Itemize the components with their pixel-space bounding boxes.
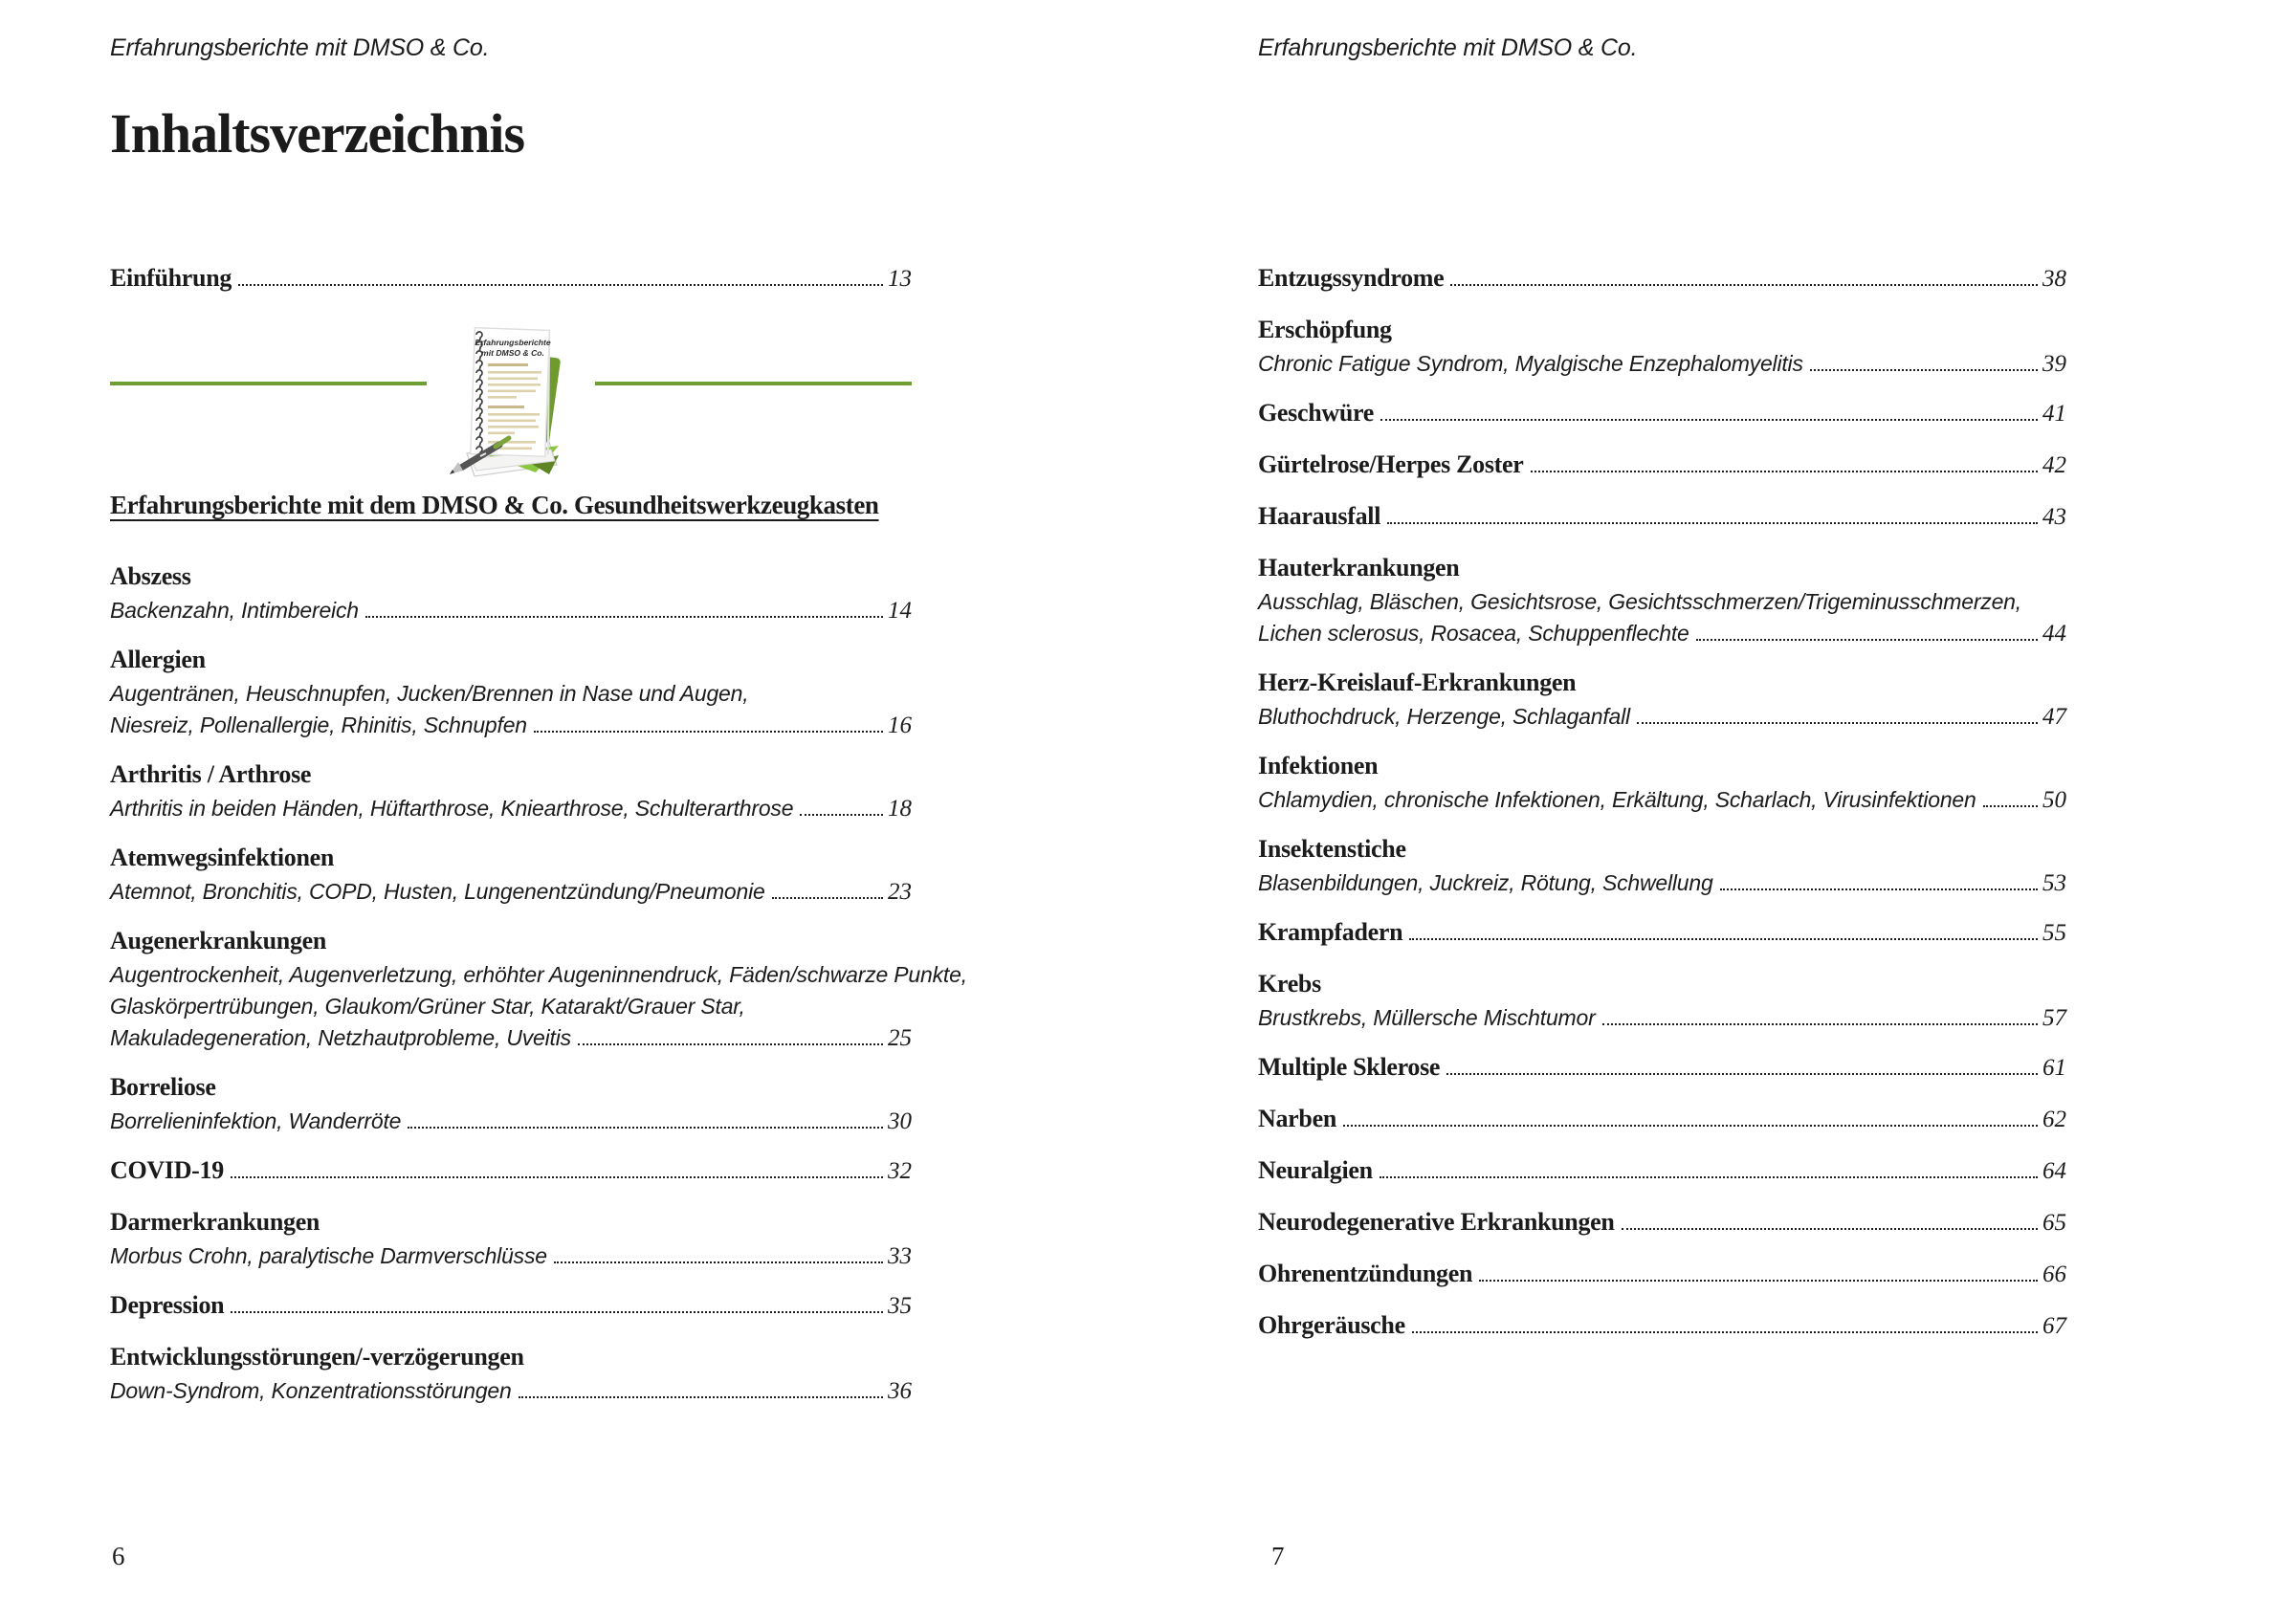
toc-entry-title: Abszess <box>110 562 191 590</box>
toc-entry-description: Lichen sclerosus, Rosacea, Schuppenflechte <box>1258 621 1689 646</box>
toc-dotted-row <box>1258 867 2066 899</box>
toc-dotted-row <box>1258 498 2066 535</box>
toc-entry-page-number: 39 <box>2042 351 2066 377</box>
toc-dotted-row <box>110 1287 912 1324</box>
toc-entry-title: Hauterkrankungen <box>1258 554 1460 581</box>
toc-dotted-row <box>110 595 912 626</box>
toc-entry-page-number: 65 <box>2042 1210 2066 1236</box>
toc-entry-page-number: 41 <box>2042 401 2066 427</box>
toc-entry <box>110 642 912 741</box>
toc-entry-title: Narben <box>1258 1105 1336 1132</box>
toc-entry-title: Borreliose <box>110 1073 216 1101</box>
dotted-leader <box>578 1043 883 1045</box>
toc-dotted-row <box>1258 1256 2066 1292</box>
toc-entry <box>1258 550 2066 649</box>
toc-entry <box>110 1069 912 1137</box>
toc-entry-title: Krampfadern <box>1258 918 1403 946</box>
toc-dotted-row <box>1258 1307 2066 1344</box>
toc-entry-description: Chlamydien, chronische Infektionen, Erkältung, Scharlach, Virusinfektionen <box>1258 787 1976 812</box>
dotted-leader <box>1531 471 2038 472</box>
toc-dotted-row <box>1258 1204 2066 1240</box>
dotted-leader <box>772 897 883 899</box>
page-number-left: 6 <box>112 1542 125 1570</box>
toc-entry-title: Depression <box>110 1291 225 1319</box>
page-title: Inhaltsverzeichnis <box>110 102 525 164</box>
toc-entry-page-number: 53 <box>2042 870 2066 896</box>
toc-entry-page-number: 44 <box>2042 621 2066 647</box>
dotted-leader <box>1343 1125 2038 1127</box>
toc-entry-page-number: 43 <box>2042 504 2066 530</box>
toc-dotted-row <box>1258 1049 2066 1086</box>
dotted-leader <box>365 616 883 618</box>
toc-entry-description: Blasenbildungen, Juckreiz, Rötung, Schwellung <box>1258 870 1713 895</box>
toc-entry <box>1258 1152 2066 1189</box>
dotted-leader <box>534 731 883 733</box>
toc-entry-page-number: 33 <box>888 1243 912 1269</box>
toc-entry-title: Haarausfall <box>1258 502 1381 530</box>
toc-entry <box>110 260 912 296</box>
toc-entry <box>110 1204 912 1272</box>
toc-entry-description: Backenzahn, Intimbereich <box>110 598 359 623</box>
right-page <box>1258 0 2066 1623</box>
toc-dotted-row <box>110 1106 912 1137</box>
toc-entry <box>110 1152 912 1189</box>
toc-entry-page-number: 16 <box>888 713 912 738</box>
divider-line-left <box>110 382 427 385</box>
toc-entry-page-number: 50 <box>2042 787 2066 813</box>
toc-entry-title: Allergien <box>110 646 206 673</box>
dotted-leader <box>238 284 883 286</box>
toc-dotted-row <box>110 260 912 296</box>
toc-entry-page-number: 42 <box>2042 452 2066 478</box>
toc-entry <box>110 840 912 908</box>
intro-entry-container <box>110 260 912 296</box>
toc-entry-title: Ohrenentzündungen <box>1258 1260 1473 1287</box>
dotted-leader <box>408 1127 883 1129</box>
toc-entry <box>1258 1101 2066 1137</box>
toc-entry-title: Neurodegenerative Erkrankungen <box>1258 1208 1615 1236</box>
toc-dotted-row <box>110 793 912 824</box>
toc-dotted-row <box>1258 1152 2066 1189</box>
page-number-right: 7 <box>1271 1542 1285 1570</box>
toc-entry-title: Erschöpfung <box>1258 316 1392 343</box>
toc-entry-title: Atemwegsinfektionen <box>110 844 335 871</box>
toc-entry-title: Infektionen <box>1258 752 1379 779</box>
toc-dotted-row <box>110 1022 912 1054</box>
dotted-leader <box>1409 938 2038 940</box>
dotted-leader <box>519 1396 883 1398</box>
toc-entry <box>1258 1049 2066 1086</box>
running-header-right: Erfahrungsberichte mit DMSO & Co. <box>1258 34 1638 61</box>
toc-entry-description: Augentränen, Heuschnupfen, Jucken/Brennen in Nase und Augen, <box>110 681 749 706</box>
left-entries-list <box>110 559 967 1407</box>
dotted-leader <box>1696 639 2038 641</box>
toc-entry-title: Insektenstiche <box>1258 835 1406 863</box>
toc-entry-description: Augentrockenheit, Augenverletzung, erhöhter Augeninnendruck, Fäden/schwarze Punkte, <box>110 962 967 987</box>
toc-dotted-row <box>1258 784 2066 816</box>
toc-entry-title: Geschwüre <box>1258 399 1375 427</box>
dotted-leader <box>554 1261 883 1263</box>
dotted-leader <box>1637 722 2038 724</box>
toc-entry-description: Borrelieninfektion, Wanderröte <box>110 1108 402 1133</box>
toc-entry-title: COVID-19 <box>110 1156 224 1184</box>
toc-entry-page-number: 66 <box>2042 1261 2066 1287</box>
toc-dotted-row <box>1258 618 2066 649</box>
dotted-leader <box>1479 1280 2038 1282</box>
toc-entry-title: Augenerkrankungen <box>110 927 327 954</box>
toc-entry-page-number: 57 <box>2042 1005 2066 1031</box>
toc-entry-page-number: 64 <box>2042 1158 2066 1184</box>
toc-entry <box>1258 748 2066 816</box>
toc-entry-description: Arthritis in beiden Händen, Hüftarthrose, Kniearthrose, Schulterarthrose <box>110 796 794 821</box>
toc-entry-title: Einführung <box>110 264 232 292</box>
toc-entry-page-number: 30 <box>888 1108 912 1134</box>
divider-line-right <box>595 382 912 385</box>
dotted-leader <box>1412 1331 2038 1333</box>
toc-dotted-row <box>1258 914 2066 951</box>
toc-entry <box>1258 447 2066 483</box>
toc-entry-page-number: 18 <box>888 796 912 822</box>
toc-entry-description: Brustkrebs, Müllersche Mischtumor <box>1258 1005 1596 1030</box>
toc-entry-page-number: 35 <box>888 1293 912 1319</box>
toc-entry-description: Ausschlag, Bläschen, Gesichtsrose, Gesichtsschmerzen/Trigeminusschmerzen, <box>1258 589 2021 614</box>
toc-entry-description: Chronic Fatigue Syndrom, Myalgische Enzephalomyelitis <box>1258 351 1803 376</box>
toc-dotted-row <box>110 1375 912 1407</box>
toc-entry-page-number: 32 <box>888 1158 912 1184</box>
toc-entry-page-number: 62 <box>2042 1107 2066 1132</box>
dotted-leader <box>1810 369 2038 371</box>
toc-dotted-row <box>110 1152 912 1189</box>
toc-dotted-row <box>1258 447 2066 483</box>
toc-entry-description: Makuladegeneration, Netzhautprobleme, Uveitis <box>110 1025 571 1050</box>
toc-entry-description: Glaskörpertrübungen, Glaukom/Grüner Star, Katarakt/Grauer Star, <box>110 994 745 1019</box>
toc-entry-page-number: 38 <box>2042 266 2066 292</box>
toc-entry-page-number: 25 <box>888 1025 912 1051</box>
toc-entry-title: Krebs <box>1258 970 1321 998</box>
toc-entry-title: Darmerkrankungen <box>110 1208 320 1236</box>
dotted-leader <box>800 814 883 816</box>
toc-entry-page-number: 55 <box>2042 920 2066 946</box>
toc-entry-description: Down-Syndrom, Konzentrationsstörungen <box>110 1378 512 1403</box>
toc-entry-title: Neuralgien <box>1258 1156 1373 1184</box>
toc-entry-page-number: 61 <box>2042 1055 2066 1081</box>
toc-entry-description: Morbus Crohn, paralytische Darmverschlüsse <box>110 1243 547 1268</box>
toc-entry <box>1258 498 2066 535</box>
toc-dotted-row <box>1258 395 2066 431</box>
section-divider <box>110 312 912 486</box>
dotted-leader <box>1380 419 2038 421</box>
toc-entry-page-number: 47 <box>2042 704 2066 730</box>
toc-dotted-row <box>110 710 912 741</box>
toc-entry <box>1258 312 2066 380</box>
dotted-leader <box>1380 1176 2038 1178</box>
toc-entry-title: Multiple Sklerose <box>1258 1053 1441 1081</box>
toc-dotted-row <box>110 1240 912 1272</box>
toc-entry <box>1258 1204 2066 1240</box>
toc-entry <box>1258 966 2066 1034</box>
notepad-label-line1: Erfahrungsberichte <box>475 338 551 347</box>
dotted-leader <box>1983 805 2038 807</box>
toc-dotted-row <box>1258 348 2066 380</box>
toc-entry-title: Arthritis / Arthrose <box>110 760 312 788</box>
toc-dotted-row <box>1258 701 2066 733</box>
toc-dotted-row <box>110 876 912 908</box>
dotted-leader <box>1720 888 2038 890</box>
toc-entry-title: Ohrgeräusche <box>1258 1311 1405 1339</box>
toc-entry-title: Gürtelrose/Herpes Zoster <box>1258 450 1524 478</box>
dotted-leader <box>231 1176 883 1178</box>
right-toc-column <box>1258 260 2066 1359</box>
toc-entry <box>110 923 967 1054</box>
toc-entry-page-number: 13 <box>888 266 912 292</box>
toc-entry-title: Herz-Kreislauf-Erkrankungen <box>1258 669 1577 696</box>
running-header-left: Erfahrungsberichte mit DMSO & Co. <box>110 34 490 61</box>
toc-entry <box>1258 914 2066 951</box>
toc-entry <box>1258 665 2066 733</box>
toc-entry-description: Niesreiz, Pollenallergie, Rhinitis, Schnupfen <box>110 713 527 737</box>
toc-dotted-row <box>1258 1002 2066 1034</box>
dotted-leader <box>1446 1073 2038 1075</box>
toc-entry-page-number: 23 <box>888 879 912 905</box>
toc-dotted-row <box>1258 1101 2066 1137</box>
toc-entry <box>110 559 912 626</box>
section-heading: Erfahrungsberichte mit dem DMSO & Co. Gesundheitswerkzeugkasten <box>110 491 879 519</box>
toc-entry <box>1258 1256 2066 1292</box>
left-page <box>110 0 967 1623</box>
notepad-label-line2: mit DMSO & Co. <box>481 348 544 358</box>
notepad-illustration <box>438 314 584 484</box>
toc-entry-page-number: 14 <box>888 598 912 624</box>
toc-entry-page-number: 36 <box>888 1378 912 1404</box>
toc-dotted-row <box>1258 260 2066 296</box>
dotted-leader <box>1602 1023 2038 1025</box>
toc-entry <box>1258 831 2066 899</box>
toc-entry <box>1258 395 2066 431</box>
toc-entry-description: Atemnot, Bronchitis, COPD, Husten, Lungenentzündung/Pneumonie <box>110 879 765 904</box>
toc-entry <box>110 1287 912 1324</box>
toc-entry <box>110 1339 912 1407</box>
dotted-leader <box>1450 284 2038 286</box>
toc-entry <box>1258 260 2066 296</box>
dotted-leader <box>231 1311 883 1313</box>
toc-entry-page-number: 67 <box>2042 1313 2066 1339</box>
toc-entry-title: Entwicklungsstörungen/-verzögerungen <box>110 1343 524 1371</box>
toc-entry <box>110 757 912 824</box>
dotted-leader <box>1622 1228 2038 1230</box>
toc-entry <box>1258 1307 2066 1344</box>
dotted-leader <box>1387 522 2038 524</box>
toc-entry-description: Bluthochdruck, Herzenge, Schlaganfall <box>1258 704 1630 729</box>
toc-entry-title: Entzugssyndrome <box>1258 264 1445 292</box>
left-toc-column <box>110 260 967 1422</box>
